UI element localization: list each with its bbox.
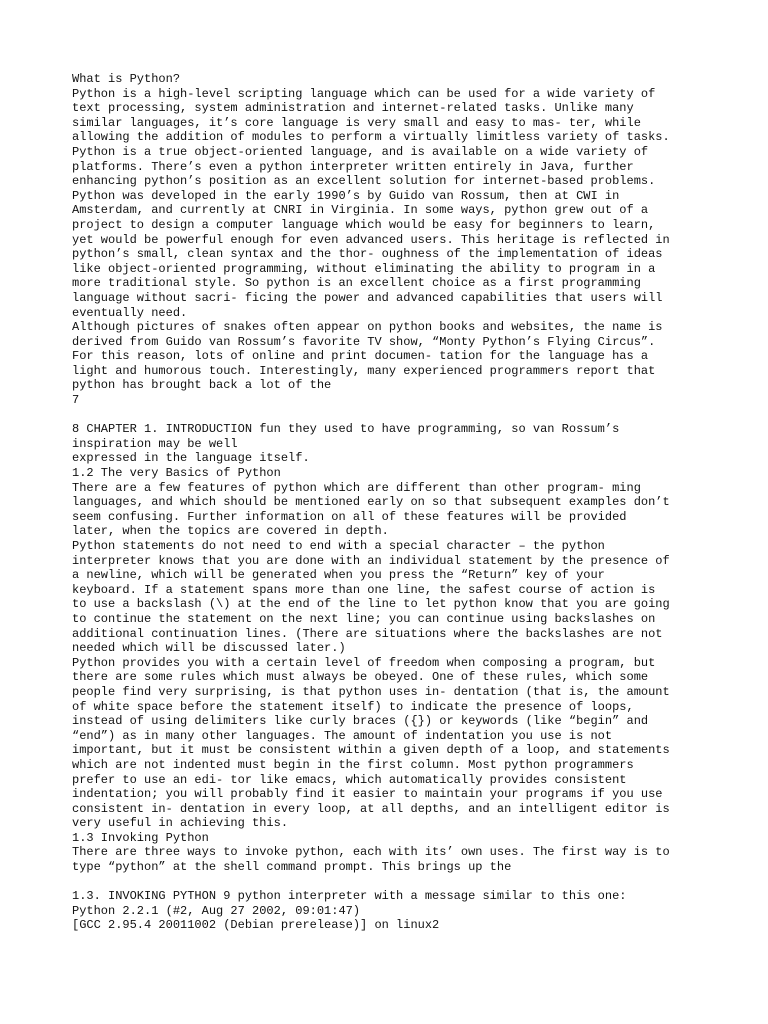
text-line: which are not indented must begin in the first column. Most python programmers xyxy=(72,757,634,772)
text-line: to use a backslash (\) at the end of the line to let python know that you are going xyxy=(72,597,670,612)
text-line: similar languages, it’s core language is very small and easy to mas- ter, while xyxy=(72,115,641,130)
text-line: Amsterdam, and currently at CNRI in Virginia. In some ways, python grew out of a xyxy=(72,203,649,218)
text-block-chapter-1-basics xyxy=(72,422,712,874)
text-line: 1.3. INVOKING PYTHON 9 python interpreter with a message similar to this one: xyxy=(72,889,627,904)
text-line: people find very surprising, is that python uses in- dentation (that is, the amount xyxy=(72,684,670,699)
text-line: Python is a high-level scripting language which can be used for a wide variety of xyxy=(72,86,656,101)
text-line: Python was developed in the early 1990’s by Guido van Rossum, then at CWI in xyxy=(72,188,620,203)
text-block-invoking-python xyxy=(72,889,712,933)
text-line: 1.3 Invoking Python xyxy=(72,830,209,845)
text-line: python’s small, clean syntax and the thor- oughness of the implementation of ideas xyxy=(72,247,663,262)
text-line: indentation; you will probably find it easier to maintain your programs if you use xyxy=(72,787,663,802)
text-line: 1.2 The very Basics of Python xyxy=(72,466,281,481)
text-line: to continue the statement on the next line; you can continue using backslashes on xyxy=(72,611,656,626)
text-line: expressed in the language itself. xyxy=(72,451,310,466)
text-line: [GCC 2.95.4 20011002 (Debian prerelease)] on linux2 xyxy=(72,918,440,933)
text-line: very useful in achieving this. xyxy=(72,816,289,831)
text-line: additional continuation lines. (There are situations where the backslashes are not xyxy=(72,626,663,641)
text-line: interpreter knows that you are done with an individual statement by the presence of xyxy=(72,553,670,568)
text-line: For this reason, lots of online and print documen- tation for the language has a xyxy=(72,349,649,364)
text-line: consistent in- dentation in every loop, at all depths, and an intelligent editor is xyxy=(72,801,670,816)
text-line: keyboard. If a statement spans more than one line, the safest course of action is xyxy=(72,582,656,597)
text-line: needed which will be discussed later.) xyxy=(72,641,346,656)
text-line: yet would be powerful enough for even advanced users. This heritage is reflected in xyxy=(72,232,670,247)
text-line: text processing, system administration and internet-related tasks. Unlike many xyxy=(72,101,634,116)
text-line: There are three ways to invoke python, each with its’ own uses. The first way is to xyxy=(72,845,670,860)
text-line: platforms. There’s even a python interpreter written entirely in Java, further xyxy=(72,159,634,174)
text-line: prefer to use an edi- tor like emacs, which automatically provides consistent xyxy=(72,772,627,787)
text-line: Python provides you with a certain level of freedom when composing a program, but xyxy=(72,655,656,670)
text-line: allowing the addition of modules to perform a virtually limitless variety of tasks. xyxy=(72,130,670,145)
text-line: 8 CHAPTER 1. INTRODUCTION fun they used to have programming, so van Rossum’s xyxy=(72,422,620,437)
page-break-gap xyxy=(72,875,712,890)
text-line: project to design a computer language which would be easy for beginners to learn, xyxy=(72,217,656,232)
page-break-gap xyxy=(72,408,712,423)
text-line: inspiration may be well xyxy=(72,436,238,451)
text-line: derived from Guido van Rossum’s favorite TV show, “Monty Python’s Flying Circus”. xyxy=(72,334,656,349)
text-line: more traditional style. So python is an excellent choice as a first programming xyxy=(72,276,641,291)
text-line: Python statements do not need to end with a special character – the python xyxy=(72,539,605,553)
text-line: there are some rules which must always be obeyed. One of these rules, which some xyxy=(72,670,649,685)
text-line: type “python” at the shell command prompt. This brings up the xyxy=(72,860,512,875)
text-line: eventually need. xyxy=(72,305,188,320)
text-line: light and humorous touch. Interestingly, many experienced programmers report that xyxy=(72,363,656,378)
text-line: 7 xyxy=(72,393,80,408)
text-line: python has brought back a lot of the xyxy=(72,378,332,393)
text-line: language without sacri- ficing the power and advanced capabilities that users will xyxy=(72,290,663,305)
text-line: “end”) as in many other languages. The amount of indentation you use is not xyxy=(72,728,613,743)
text-line: instead of using delimiters like curly braces ({}) or keywords (like “begin” and xyxy=(72,714,649,729)
text-block-what-is-python xyxy=(72,72,712,408)
text-line: like object-oriented programming, without eliminating the ability to program in a xyxy=(72,261,656,276)
text-line: languages, and which should be mentioned early on so that subsequent examples don’t xyxy=(72,495,670,510)
text-line: later, when the topics are covered in depth. xyxy=(72,524,389,539)
text-line: Python 2.2.1 (#2, Aug 27 2002, 09:01:47) xyxy=(72,903,361,918)
text-line: a newline, which will be generated when you press the “Return” key of your xyxy=(72,568,605,583)
text-line: important, but it must be consistent within a given depth of a loop, and statements xyxy=(72,743,670,758)
text-line: enhancing python’s position as an excellent solution for internet-based problems. xyxy=(72,174,656,189)
text-line: of white space before the statement itself) to indicate the presence of loops, xyxy=(72,699,634,714)
text-line: There are a few features of python which are different than other program- ming xyxy=(72,480,641,495)
text-line: seem confusing. Further information on all of these features will be provided xyxy=(72,509,627,524)
text-line: Python is a true object-oriented language, and is available on a wide variety of xyxy=(72,144,649,159)
document-page xyxy=(72,72,712,933)
text-line: What is Python? xyxy=(72,72,181,86)
text-line: Although pictures of snakes often appear on python books and websites, the name is xyxy=(72,320,663,335)
